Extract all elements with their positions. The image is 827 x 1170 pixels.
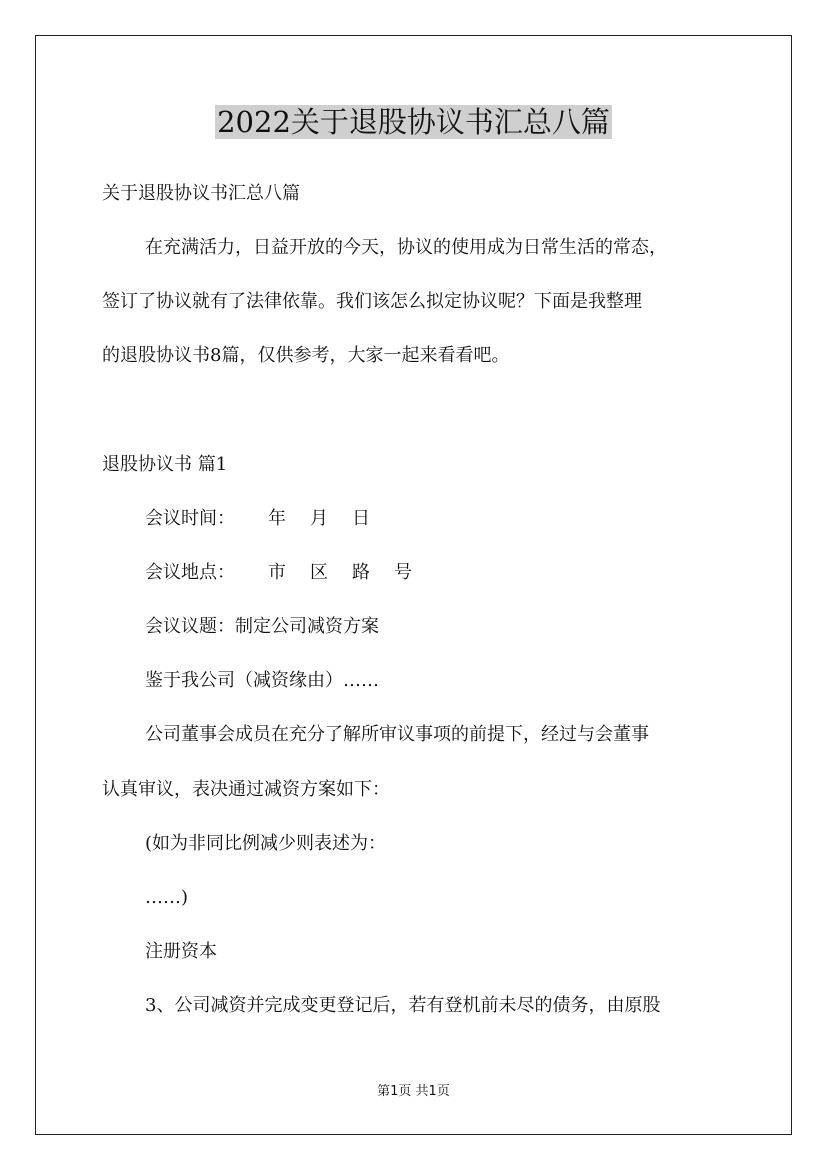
meeting-time-label: 会议时间： (145, 508, 235, 529)
registered-capital: 注册资本 (145, 941, 217, 962)
section-heading: 退股协议书 篇1 (102, 454, 228, 475)
given-clause: 鉴于我公司（减资缘由）…… (145, 670, 379, 691)
meeting-topic: 会议议题：制定公司减资方案 (145, 616, 379, 637)
intro-line-3: 的退股协议书8篇，仅供参考，大家一起来看看吧。 (102, 345, 510, 366)
ratio-note-end: ……) (145, 887, 189, 908)
document-subtitle: 关于退股协议书汇总八篇 (102, 183, 300, 204)
intro-line-1: 在充满活力，日益开放的今天，协议的使用成为日常生活的常态， (145, 237, 667, 258)
board-text-line-2: 认真审议，表决通过减资方案如下： (102, 779, 390, 800)
document-title (0, 100, 827, 144)
clause-3: 3、公司减资并完成变更登记后，若有登机前未尽的债务，由原股 (145, 995, 661, 1016)
meeting-place-label: 会议地点： (145, 562, 235, 583)
meeting-place-city: 市 (268, 562, 286, 583)
meeting-time-year: 年 (268, 508, 286, 529)
document-title-text: 2022关于退股协议书汇总八篇 (217, 105, 610, 139)
meeting-place-district: 区 (310, 562, 328, 583)
meeting-time-month: 月 (310, 508, 328, 529)
meeting-place (145, 560, 412, 586)
intro-line-2: 签订了协议就有了法律依靠。我们该怎么拟定协议呢？下面是我整理 (102, 291, 642, 312)
page-footer: 第1页 共1页 (377, 1084, 450, 1099)
board-text-line-1: 公司董事会成员在充分了解所审议事项的前提下，经过与会董事 (145, 724, 649, 745)
meeting-time (145, 506, 370, 532)
meeting-place-number: 号 (394, 562, 412, 583)
meeting-time-day: 日 (352, 508, 370, 529)
ratio-note: (如为非同比例减少则表述为： (145, 833, 387, 854)
meeting-place-road: 路 (352, 562, 370, 583)
